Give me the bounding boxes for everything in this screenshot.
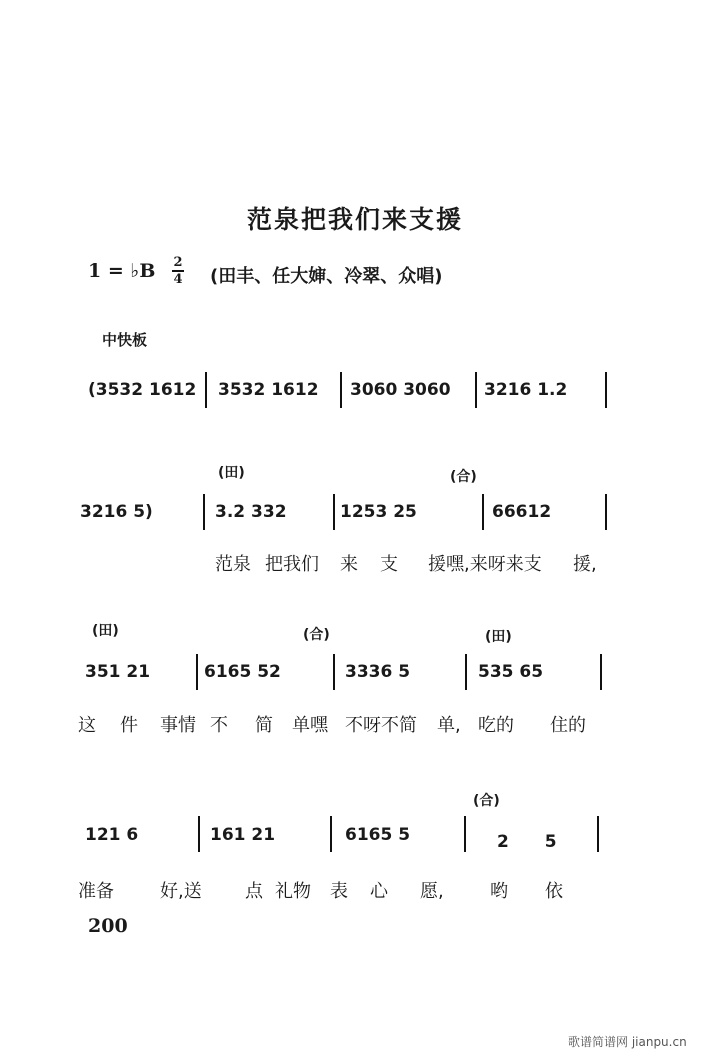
barline [333,654,335,690]
lyric: 愿, [420,881,444,902]
barline [196,654,198,690]
lyric: 件 [120,715,138,736]
barline [600,654,602,690]
lyric: 礼物 [275,881,311,902]
measure: 161 21 [210,825,276,845]
measure: 3.2 332 [215,502,287,522]
lyric: 不 [210,715,228,736]
measure: 2 5 [497,832,557,852]
barline [605,494,607,530]
time-signature [172,256,184,286]
lyric: 不呀不简 [345,715,417,736]
lyric: 表 [330,881,348,902]
measure: 3216 5) [80,502,153,522]
measure: 6165 52 [204,662,281,682]
lyric: 援嘿,来呀来支 [428,554,542,575]
lyric: 哟 [490,881,508,902]
measure: 121 6 [85,825,139,845]
lyric: 来 [340,554,358,575]
lyric: 范泉 [215,554,251,575]
lyric: 好,送 [160,881,202,902]
watermark: 歌谱简谱网 jianpu.cn [568,1035,687,1049]
measure: 66612 [492,502,552,522]
barline [605,372,607,408]
part-label: (合) [473,793,500,809]
measure: 3216 1.2 [484,380,568,400]
lyric: 简 [255,715,273,736]
key-signature: 1 = ♭B [88,260,156,282]
lyric: 准备 [78,881,114,902]
lyric: 这 [78,715,96,736]
barline [205,372,207,408]
barline [475,372,477,408]
part-label: (田) [92,623,119,639]
barline [333,494,335,530]
barline [203,494,205,530]
lyric: 依 [545,881,563,902]
time-signature-bottom: 4 [173,272,183,287]
measure: 351 21 [85,662,151,682]
lyric: 吃的 [478,715,514,736]
part-label: (田) [485,629,512,645]
measure: 1253 25 [340,502,417,522]
barline [482,494,484,530]
barline [597,816,599,852]
singers-note: (田丰、任大婶、冷翠、众唱) [210,266,443,287]
measure: 3532 1612 [218,380,319,400]
lyric: 心 [370,881,388,902]
lyric: 单, [437,715,461,736]
lyric: 事情 [160,715,196,736]
lyric: 单嘿 [292,715,328,736]
part-label: (田) [218,465,245,481]
song-title: 范泉把我们来支援 [247,205,464,234]
lyric: 援, [573,554,597,575]
measure: 6165 5 [345,825,411,845]
barline [198,816,200,852]
tempo-marking: 中快板 [102,331,148,349]
barline [464,816,466,852]
part-label: (合) [303,627,330,643]
lyric: 把我们 [265,554,319,575]
part-label: (合) [450,469,477,485]
measure: (3532 1612 [88,380,197,400]
time-signature-top: 2 [173,255,183,270]
measure: 535 65 [478,662,544,682]
lyric: 住的 [550,715,586,736]
measure: 3060 3060 [350,380,451,400]
measure: 3336 5 [345,662,411,682]
barline [340,372,342,408]
barline [330,816,332,852]
page-number: 200 [88,915,128,937]
lyric: 支 [380,554,398,575]
barline [465,654,467,690]
lyric: 点 [245,881,263,902]
